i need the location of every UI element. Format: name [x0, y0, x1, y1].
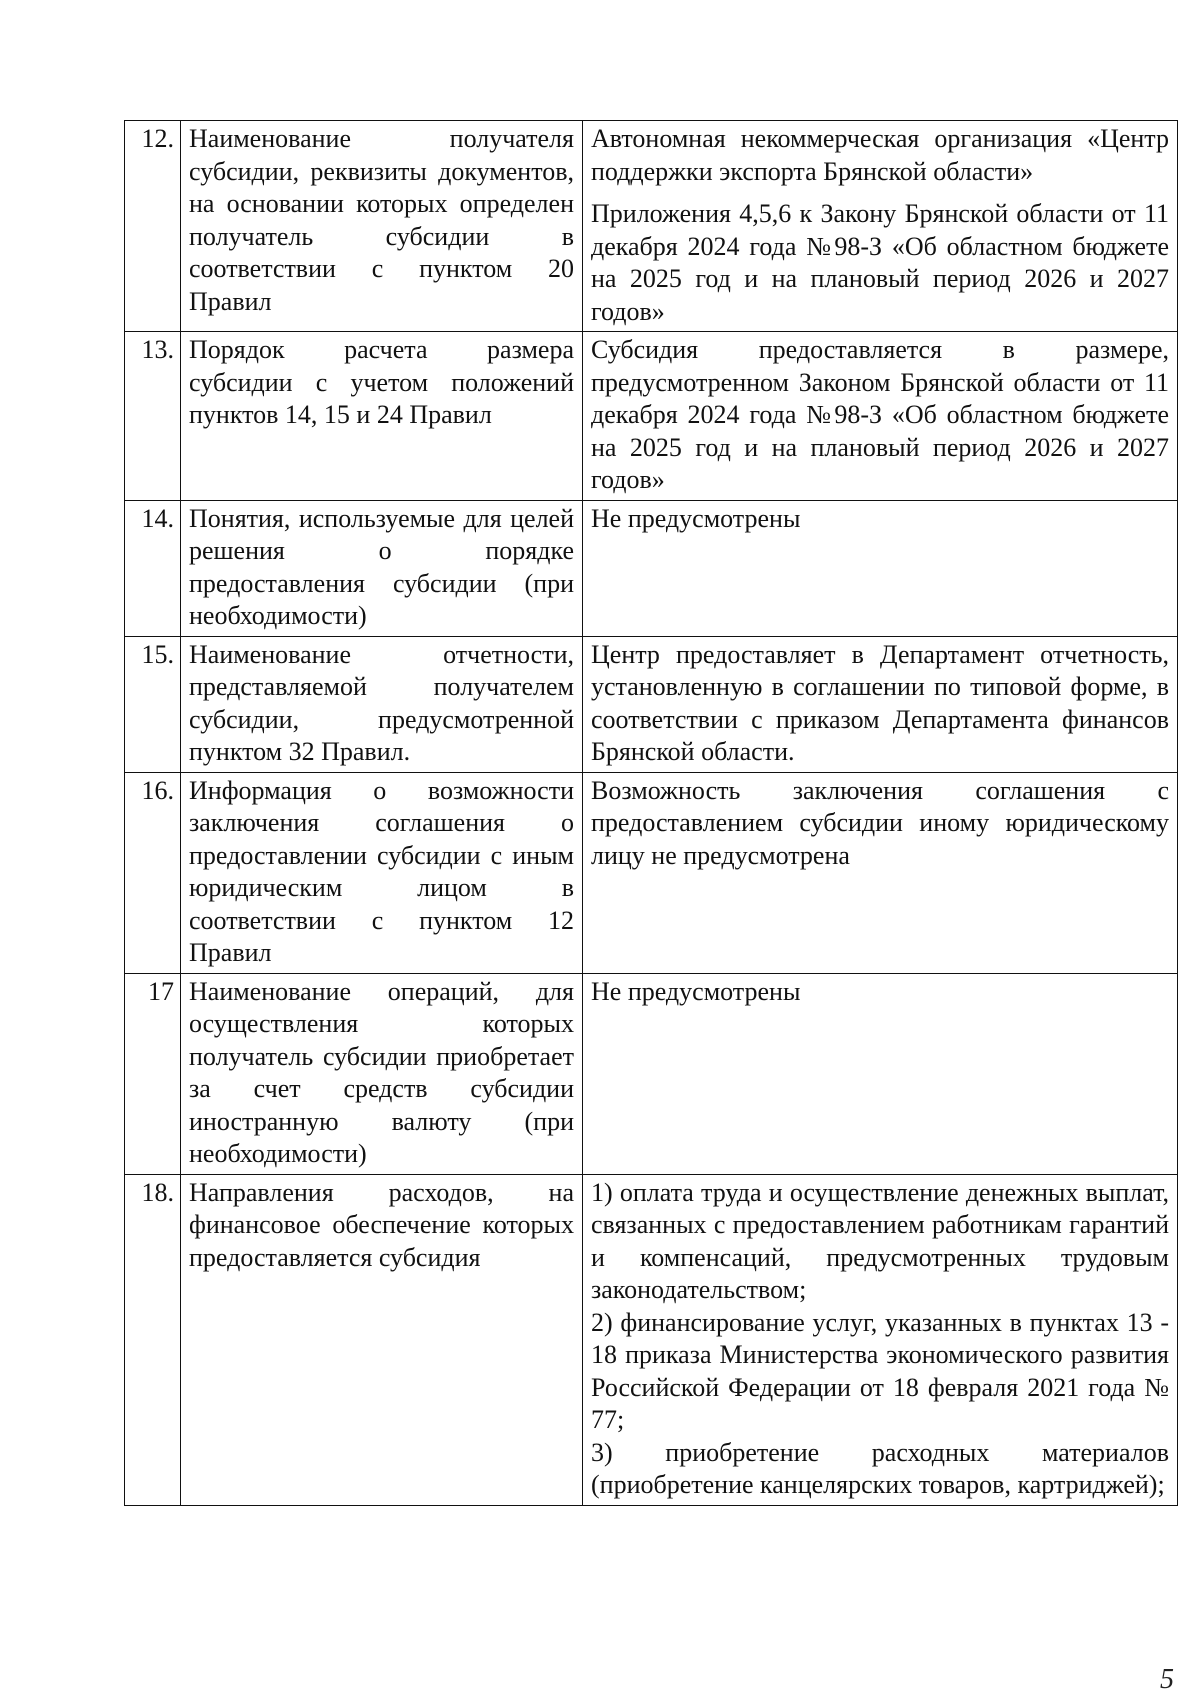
- table-row-16: [125, 772, 1178, 973]
- row-number: 15.: [125, 636, 181, 772]
- row-title: Наименование операций, для осуществления которых получатель субсидии приобретает за счет средств субсидии иностранную валюту (при необходимости): [181, 973, 583, 1174]
- value-paragraph: Возможность заключения соглашения с предоставлением субсидии иному юридическому лицу не предусмотрена: [591, 775, 1169, 870]
- value-paragraph: Центр предоставляет в Департамент отчетность, установленную в соглашении по типовой форме, в соответствии с приказом Департамента финансов Брянской области.: [591, 639, 1169, 766]
- page-number-mark: 5: [1160, 1664, 1174, 1695]
- table-row-13: [125, 332, 1178, 501]
- row-number: 17: [125, 973, 181, 1174]
- row-number: 14.: [125, 500, 181, 636]
- value-paragraph: Приложения 4,5,6 к Закону Брянской области от 11 декабря 2024 года №98-З «Об областном бюджете на 2025 год и на плановый период 2026 и 2027 годов»: [591, 199, 1169, 326]
- row-value: [583, 772, 1178, 973]
- value-paragraph: Не предусмотрены: [591, 976, 801, 1006]
- row-title: Порядок расчета размера субсидии с учетом положений пунктов 14, 15 и 24 Правил: [181, 332, 583, 501]
- row-title: Направления расходов, на финансовое обеспечение которых предоставляется субсидия: [181, 1174, 583, 1505]
- row-value: [583, 121, 1178, 332]
- value-paragraph: 2) финансирование услуг, указанных в пунктах 13 - 18 приказа Министерства экономического развития Российской Федерации от 18 февраля 2021 года № 77;: [591, 1307, 1169, 1434]
- value-paragraph: Субсидия предоставляется в размере, предусмотренном Законом Брянской области от 11 декабря 2024 года №98-З «Об областном бюджете на 2025 год и на плановый период 2026 и 2027 годов»: [591, 335, 1169, 494]
- table-row-14: [125, 500, 1178, 636]
- row-title: Информация о возможности заключения соглашения о предоставлении субсидии с иным юридическим лицом в соответствии с пунктом 12 Правил: [181, 772, 583, 973]
- row-value: [583, 973, 1178, 1174]
- row-number: 16.: [125, 772, 181, 973]
- row-title: Понятия, используемые для целей решения о порядке предоставления субсидии (при необходимости): [181, 500, 583, 636]
- table-row-17: [125, 973, 1178, 1174]
- row-number: 18.: [125, 1174, 181, 1505]
- value-paragraph: 3) приобретение расходных материалов (приобретение канцелярских товаров, картриджей);: [591, 1437, 1169, 1499]
- row-number: 12.: [125, 121, 181, 332]
- value-paragraph: Автономная некоммерческая организация «Центр поддержки экспорта Брянской области»: [591, 124, 1169, 186]
- table-row-12: [125, 121, 1178, 332]
- value-paragraph: Не предусмотрены: [591, 503, 801, 533]
- table-row-18: [125, 1174, 1178, 1505]
- row-title: Наименование получателя субсидии, реквизиты документов, на основании которых определен получатель субсидии в соответствии с пунктом 20 Правил: [181, 121, 583, 332]
- row-number: 13.: [125, 332, 181, 501]
- row-value: [583, 332, 1178, 501]
- row-title: Наименование отчетности, представляемой получателем субсидии, предусмотренной пунктом 32 Правил.: [181, 636, 583, 772]
- row-value: [583, 1174, 1178, 1505]
- document-table: [124, 120, 1178, 1506]
- row-value: [583, 500, 1178, 636]
- value-paragraph: 1) оплата труда и осуществление денежных выплат, связанных с предоставлением работникам гарантий и компенсаций, предусмотренных трудовым законодательством;: [591, 1177, 1169, 1304]
- row-value: [583, 636, 1178, 772]
- table-row-15: [125, 636, 1178, 772]
